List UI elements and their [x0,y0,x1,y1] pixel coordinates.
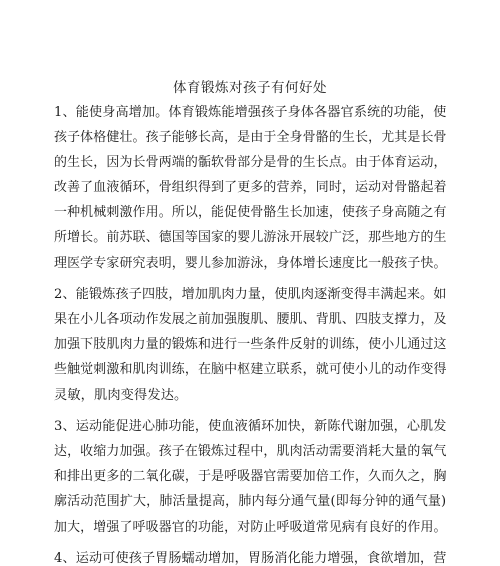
text-line: 灵敏，肌肉变得发达。 [54,388,188,403]
text-line: 所增长。前苏联、德国等国家的婴儿游泳开展较广泛，那些地方的生 [54,230,447,245]
text-line: 改善了血液循环，骨组织得到了更多的营养，同时，运动对骨骼起着 [54,180,447,195]
text-line: 的生长，因为长骨两端的骺软骨部分是骨的生长点。由于体育运动， [54,155,447,170]
text-line: 1、能使身高增加。体育锻炼能增强孩子身体各器官系统的功能，使 [54,105,447,120]
text-line: 达，收缩力加强。孩子在锻炼过程中，肌肉活动需要消耗大量的氧气 [54,444,447,459]
text-line: 4、运动可使孩子胃肠蠕动增加，胃肠消化能力增强，食欲增加，营 [54,551,447,566]
text-line: 理医学专家研究表明，婴儿参加游泳，身体增长速度比一般孩子快。 [54,256,447,271]
page-title: 体育锻炼对孩子有何好处 [173,80,327,96]
text-line: 和排出更多的二氧化碳，于是呼吸器官需要加倍工作，久而久之，胸 [54,469,447,484]
text-line: 3、运动能促进心肺功能，使血液循环加快，新陈代谢加强，心肌发 [54,419,447,434]
text-line: 孩子体格健壮。孩子能够长高，是由于全身骨骼的生长，尤其是长骨 [54,130,447,145]
text-line: 加大，增强了呼吸器官的功能，对防止呼吸道常见病有良好的作用。 [54,520,447,535]
text-line: 一种机械刺激作用。所以，能促使骨骼生长加速，使孩子身高随之有 [54,205,447,220]
text-line: 廓活动范围扩大，肺活量提高，肺内每分通气量(即每分钟的通气量) [54,494,447,509]
text-line: 果在小儿各项动作发展之前加强腹肌、腰肌、背肌、四肢支撑力，及 [54,312,447,327]
text-line: 2、能锻炼孩子四肢，增加肌肉力量，使肌肉逐渐变得丰满起来。如 [54,287,447,302]
text-line: 加强下肢肌肉力量的锻炼和进行一些条件反射的训练，使小儿通过这 [54,337,447,352]
text-line: 些触觉刺激和肌肉训练，在脑中枢建立联系，就可使小儿的动作变得 [54,362,447,377]
